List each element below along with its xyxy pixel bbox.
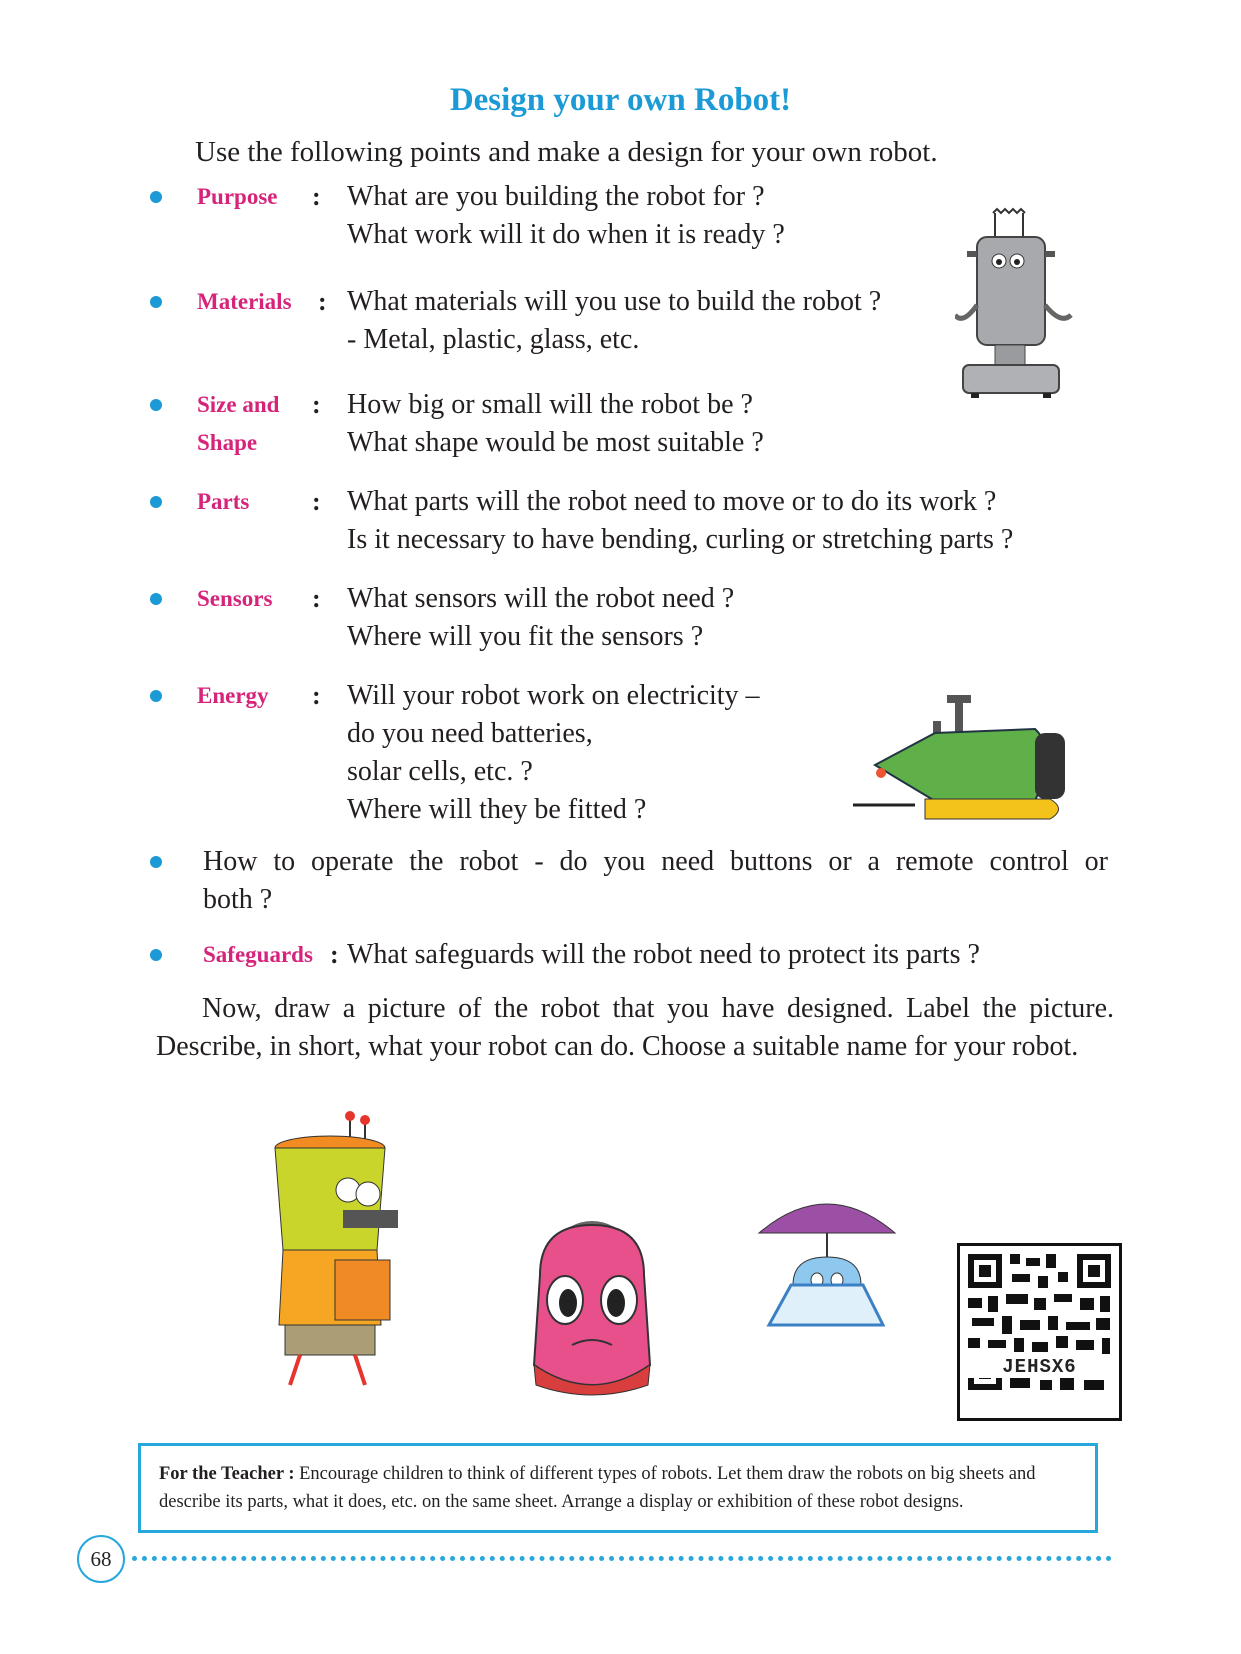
- bullet-icon: [150, 690, 162, 702]
- point-line: What are you building the robot for ?: [347, 181, 765, 212]
- qr-pattern-icon: [960, 1246, 1119, 1418]
- grey-robot-illustration: [955, 205, 1075, 405]
- point-line: Where will they be fitted ?: [347, 794, 647, 825]
- pink-robot-illustration: [510, 1205, 675, 1400]
- colon: :: [312, 390, 321, 419]
- point-line: What parts will the robot need to move or to do its work ?: [347, 486, 997, 517]
- teacher-note-text: Encourage children to think of different types of robots. Let them draw the robots on big sheets and describe its parts, what it does, etc. on the same sheet. Arrange a display or exhibition of these robot designs.: [159, 1464, 1036, 1512]
- colon: :: [312, 182, 321, 211]
- point-label: Energy: [197, 683, 269, 708]
- bullet-icon: [150, 856, 162, 868]
- point-line: What materials will you use to build the robot ?: [347, 286, 882, 317]
- draw-paragraph: Now, draw a picture of the robot that you have designed. Label the picture. Describe, in short, what your robot can do. Choose a suitable name for your robot.: [156, 993, 1114, 1062]
- colon: :: [312, 584, 321, 613]
- bullet-icon: [150, 593, 162, 605]
- point-line: What shape would be most suitable ?: [347, 427, 764, 458]
- bullet-icon: [150, 399, 162, 411]
- bullet-icon: [150, 191, 162, 203]
- point-label: Safeguards: [203, 942, 313, 967]
- point-line: do you need batteries,: [347, 718, 593, 749]
- point-line: How to operate the robot - do you need buttons or a remote control or: [203, 846, 1108, 877]
- point-label: Sensors: [197, 586, 273, 611]
- point-line: Where will you fit the sensors ?: [347, 621, 704, 652]
- teacher-note: [138, 1443, 1098, 1533]
- point-line: Will your robot work on electricity –: [347, 680, 760, 711]
- dotted-divider: [132, 1556, 1112, 1561]
- point-label: Parts: [197, 489, 250, 514]
- blue-umbrella-robot-illustration: [755, 1185, 900, 1335]
- colon: :: [318, 287, 327, 316]
- point-label: Materials: [197, 289, 292, 314]
- intro-text: Use the following points and make a design for your own robot.: [195, 136, 938, 168]
- colon: :: [312, 681, 321, 710]
- green-robot-illustration: [835, 693, 1085, 833]
- point-line: What safeguards will the robot need to protect its parts ?: [347, 939, 980, 970]
- point-line: both ?: [203, 884, 273, 915]
- qr-code-image: [957, 1243, 1122, 1421]
- point-line: How big or small will the robot be ?: [347, 389, 753, 420]
- point-line: solar cells, etc. ?: [347, 756, 533, 787]
- teacher-note-label: For the Teacher :: [159, 1464, 295, 1484]
- colon: :: [312, 487, 321, 516]
- bullet-icon: [150, 949, 162, 961]
- point-label: Size and: [197, 392, 280, 417]
- point-label: Shape: [197, 430, 258, 455]
- bullet-icon: [150, 296, 162, 308]
- point-line: Is it necessary to have bending, curling or stretching parts ?: [347, 524, 1014, 555]
- point-line: - Metal, plastic, glass, etc.: [347, 324, 640, 355]
- point-label: Purpose: [197, 184, 278, 209]
- yellow-orange-robot-illustration: [255, 1110, 430, 1390]
- point-line: What sensors will the robot need ?: [347, 583, 735, 614]
- page-title: Design your own Robot!: [449, 82, 792, 118]
- point-line: What work will it do when it is ready ?: [347, 219, 785, 250]
- bullet-icon: [150, 496, 162, 508]
- colon: :: [330, 940, 339, 969]
- page-number: 68: [77, 1535, 125, 1583]
- qr-caption: JEHSX6: [962, 1356, 1117, 1378]
